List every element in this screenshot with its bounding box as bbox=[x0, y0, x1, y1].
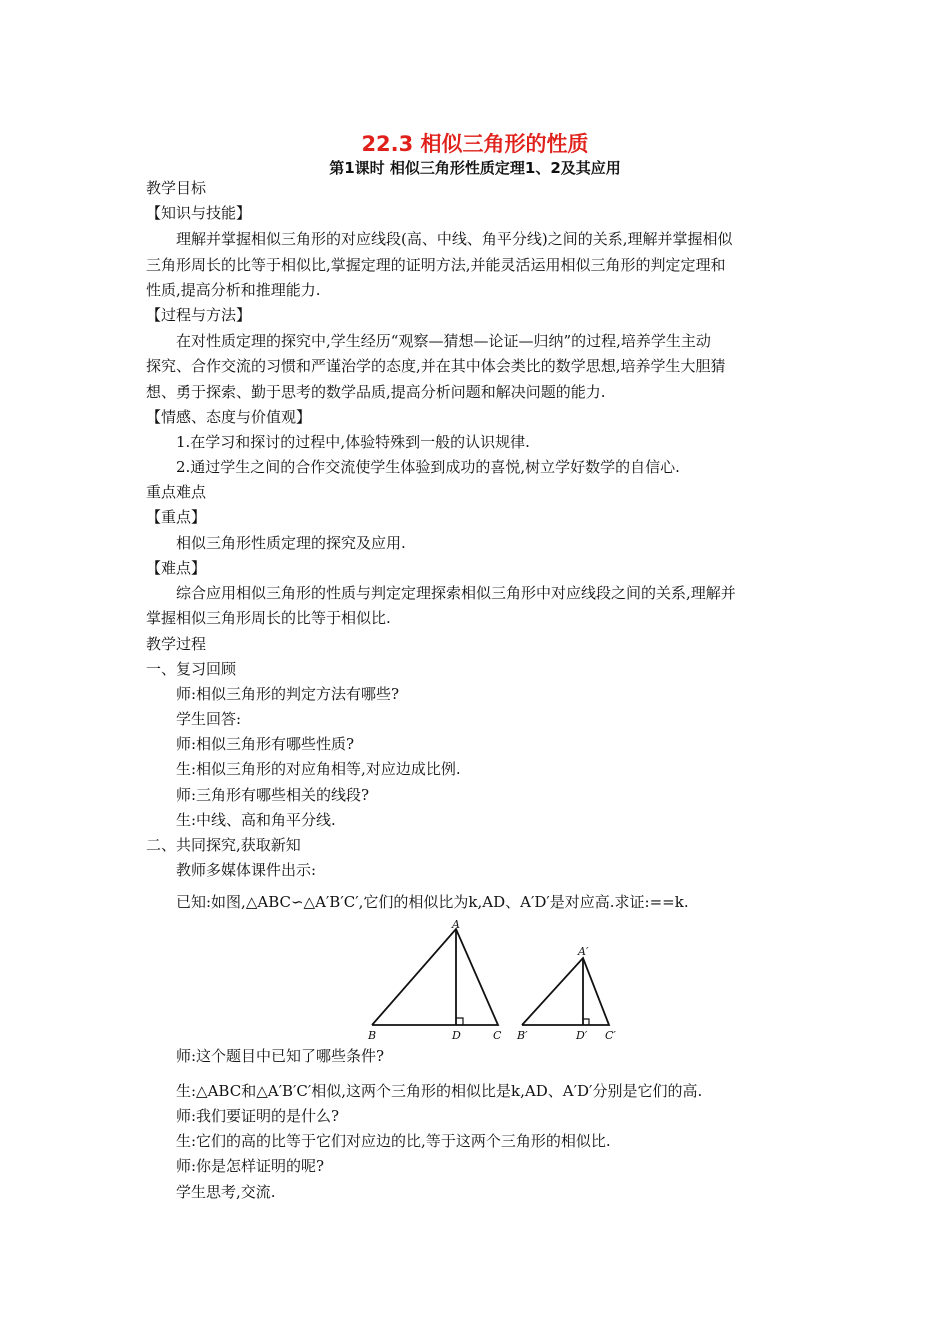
label-a-prime: A′ bbox=[578, 945, 589, 958]
dialogue-line: 生:它们的高的比等于它们对应边的比,等于这两个三角形的相似比. bbox=[176, 1132, 611, 1150]
paragraph-line: 三角形周长的比等于相似比,掌握定理的证明方法,并能灵活运用相似三角形的判定定理和 bbox=[146, 256, 726, 274]
lesson-subtitle: 第1课时 相似三角形性质定理1、2及其应用 bbox=[329, 159, 621, 177]
dialogue-line: 师:这个题目中已知了哪些条件? bbox=[176, 1047, 385, 1065]
paragraph-line: 探究、合作交流的习惯和严谨治学的态度,并在其中体会类比的数学思想,培养学生大胆猜 bbox=[146, 357, 726, 375]
paragraph-line: 相似三角形性质定理的探究及应用. bbox=[176, 534, 406, 552]
triangle-abc bbox=[372, 929, 498, 1025]
lesson-title: 22.3 相似三角形的性质 bbox=[361, 132, 589, 156]
heading-process-method: 【过程与方法】 bbox=[146, 306, 252, 324]
heading-key-point: 【重点】 bbox=[146, 508, 207, 526]
heading-emotion-values: 【情感、态度与价值观】 bbox=[146, 408, 312, 426]
label-a: A bbox=[452, 918, 460, 931]
dialogue-line: 师:相似三角形的判定方法有哪些? bbox=[176, 685, 400, 703]
heading-teaching-process: 教学过程 bbox=[146, 635, 207, 653]
paragraph-line: 1.在学习和探讨的过程中,体验特殊到一般的认识规律. bbox=[176, 433, 530, 451]
paragraph-line: 综合应用相似三角形的性质与判定定理探索相似三角形中对应线段之间的关系,理解并 bbox=[176, 584, 736, 602]
dialogue-line: 生:相似三角形的对应角相等,对应边成比例. bbox=[176, 760, 461, 778]
label-b-prime: B′ bbox=[517, 1029, 528, 1042]
label-d: D bbox=[452, 1029, 461, 1042]
label-c-prime: C′ bbox=[605, 1029, 616, 1042]
label-b: B bbox=[368, 1029, 377, 1042]
paragraph-line: 在对性质定理的探究中,学生经历“观察—猜想—论证—归纳”的过程,培养学生主动 bbox=[176, 332, 711, 350]
paragraph-line: 掌握相似三角形周长的比等于相似比. bbox=[146, 609, 391, 627]
dialogue-line: 生:中线、高和角平分线. bbox=[176, 811, 336, 829]
label-c: C bbox=[493, 1029, 502, 1042]
section-review: 一、复习回顾 bbox=[146, 660, 237, 678]
similar-triangles-figure bbox=[360, 918, 630, 1048]
heading-knowledge-skills: 【知识与技能】 bbox=[146, 204, 252, 222]
problem-statement: 已知:如图,△ABC∽△A′B′C′,它们的相似比为k,AD、A′D′是对应高.求证:==k. bbox=[176, 893, 689, 911]
triangle-abc-prime bbox=[522, 958, 609, 1025]
right-angle-mark bbox=[583, 1019, 589, 1025]
right-angle-mark bbox=[456, 1018, 463, 1025]
dialogue-line: 师:三角形有哪些相关的线段? bbox=[176, 786, 370, 804]
paragraph-line: 2.通过学生之间的合作交流使学生体验到成功的喜悦,树立学好数学的自信心. bbox=[176, 458, 680, 476]
paragraph-line: 性质,提高分析和推理能力. bbox=[146, 281, 321, 299]
paragraph-line: 理解并掌握相似三角形的对应线段(高、中线、角平分线)之间的关系,理解并掌握相似 bbox=[176, 230, 733, 248]
heading-key-difficult: 重点难点 bbox=[146, 483, 207, 501]
dialogue-line: 生:△ABC和△A′B′C′相似,这两个三角形的相似比是k,AD、A′D′分别是它们的高. bbox=[176, 1082, 703, 1100]
dialogue-line: 学生思考,交流. bbox=[176, 1183, 276, 1201]
heading-teaching-goals: 教学目标 bbox=[146, 179, 207, 197]
dialogue-line: 学生回答: bbox=[176, 710, 242, 728]
section-explore: 二、共同探究,获取新知 bbox=[146, 836, 301, 854]
dialogue-line: 师:你是怎样证明的呢? bbox=[176, 1157, 325, 1175]
dialogue-line: 师:我们要证明的是什么? bbox=[176, 1107, 340, 1125]
label-d-prime: D′ bbox=[576, 1029, 588, 1042]
paragraph-line: 想、勇于探索、勤于思考的数学品质,提高分析问题和解决问题的能力. bbox=[146, 383, 606, 401]
dialogue-line: 师:相似三角形有哪些性质? bbox=[176, 735, 355, 753]
heading-difficult-point: 【难点】 bbox=[146, 559, 207, 577]
dialogue-line: 教师多媒体课件出示: bbox=[176, 861, 317, 879]
